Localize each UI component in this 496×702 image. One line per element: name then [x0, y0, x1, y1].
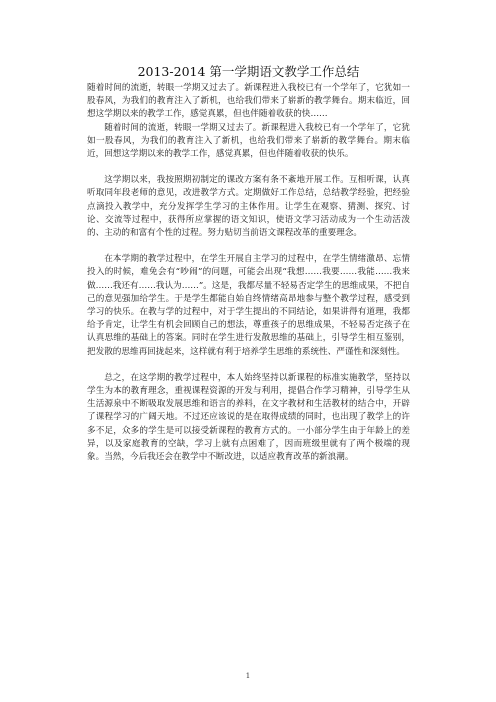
paragraph-spacer — [87, 240, 410, 253]
page-number: 1 — [245, 672, 251, 680]
paragraph-5: 总之，在这学期的教学过程中，本人始终坚持以新课程的标准实施教学，坚持以学生为本的教育理念，重视课程资源的开发与利用，提倡合作学习精神，引导学生从生活源泉中不断吸取发展思维和语言的养料，在文字教材和生活教材的结合中，开辟了课程学习的广阔天地。不过还应该说的是在取得成绩的同时，也出现了教学上的许多不足，众多的学生是可以接受新课程的教育方式的。一小部分学生由于年龄上的差异，以及家庭教育的空缺，学习上就有点困难了，因而班级里就有了两个极端的现象。当然，今后我还会在教学中不断改进，以适应教育改革的新浪潮。 — [87, 372, 410, 463]
paragraph-spacer — [87, 359, 410, 372]
paragraph-2: 随着时间的流逝，转眼一学期又过去了。新课程进入我校已有一个学年了，它犹如一股春风，为我们的教育注入了新机，也给我们带来了崭新的教学舞台。期末临近，回想这学期以来的教学工作，感觉真累，但也伴随着收获的快乐。 — [87, 122, 410, 160]
paragraph-3: 这学期以来，我按照期初制定的课改方案有条不紊地开展工作。互相听课，认真听取同年段老师的意见，改进教学方式。定期做好工作总结，总结教学经验，把经验点滴投入教学中，充分发挥学生学习的主体作用。让学生在观察、猜测、探究、讨论、交流等过程中，获得所应掌握的语文知识，使语文学习活动成为一个生动活泼的、主动的和富有个性的过程。努力贴切当前语文课程改革的重要理念。 — [87, 175, 410, 239]
paragraph-spacer — [87, 161, 410, 174]
paragraph-4: 在本学期的教学过程中，在学生开展自主学习的过程中，在学生情绪激昂、忘情投入的时候，难免会有“吵闹”的问题，可能会出现“我想……我要……我能……我来做……我还有……我认为……”。这是，我都尽量不轻易否定学生的思维成果，不把自己的意见强加给学生。于是学生都能自始自终情绪高昂地参与整个教学过程，感受到学习的快乐。在教与学的过程中，对于学生提出的不同结论，如果讲得有道理，我都给予肯定，让学生有机会回顾自己的想法，尊重孩子的思维成果，不轻易否定孩子在认真思维的基础上的答案。同时在学生进行发散思维的基础上，引导学生相互鉴别，把发散的思维再回拢起来，这样就有利于培养学生思维的系统性、严谨性和深刻性。 — [87, 254, 410, 357]
document-title: 2013-2014 第一学期语文教学工作总结 — [137, 64, 360, 79]
document-page — [87, 64, 410, 464]
paragraph-1: 随着时间的流逝，转眼一学期又过去了。新课程进入我校已有一个学年了，它犹如一股春风，为我们的教育注入了新机，也给我们带来了崭新的教学舞台。期末临近，回想这学期以来的教学工作，感觉真累，但也伴随着收获的快…… — [87, 83, 410, 120]
